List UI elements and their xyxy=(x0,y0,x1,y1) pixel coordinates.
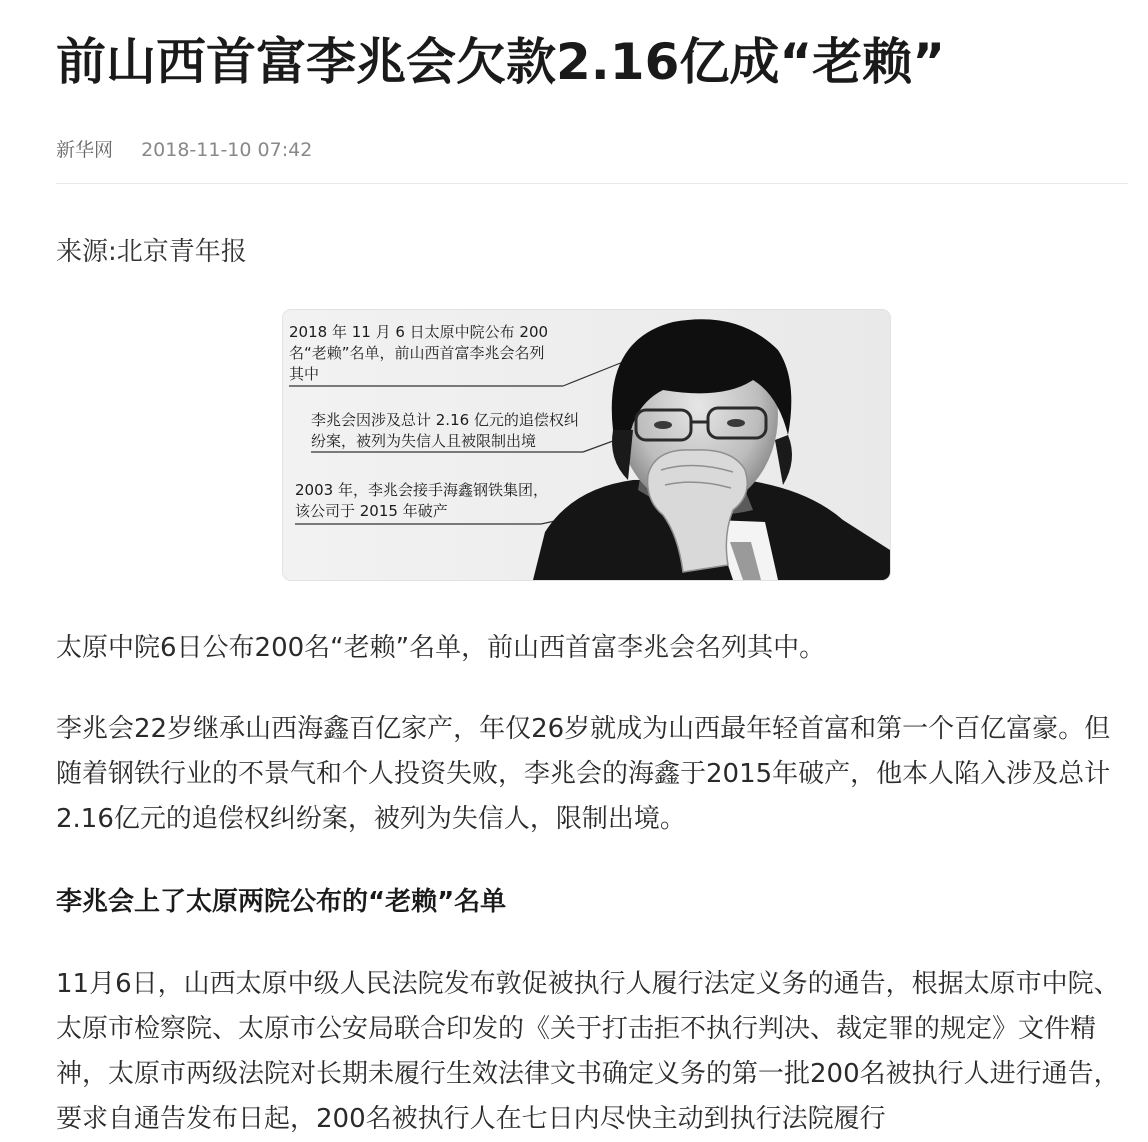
publish-datetime: 2018-11-10 07:42 xyxy=(141,139,313,161)
caption-line: 李兆会因涉及总计 2.16 亿元的追偿权纠 xyxy=(311,411,579,429)
article-image xyxy=(283,310,890,580)
caption-line: 2018 年 11 月 6 日太原中院公布 200 xyxy=(289,323,549,341)
article-title: 前山西首富李兆会欠款2.16亿成“老赖” xyxy=(56,33,946,91)
paragraph-1: 太原中院6日公布200名“老赖”名单，前山西首富李兆会名列其中。 xyxy=(56,633,826,663)
caption-line: 2003 年，李兆会接手海鑫钢铁集团， xyxy=(295,481,548,499)
paragraph-2: 李兆会22岁继承山西海鑫百亿家产，年仅26岁就成为山西最年轻首富和第一个百亿富豪。但随着钢铁行业的不景气和个人投资失败，李兆会的海鑫于2015年破产，他本人陷入涉及总计2.16亿元的追偿权纠纷案，被列为失信人，限制出境。 xyxy=(56,714,1111,834)
caption-block-2 xyxy=(311,410,579,452)
article-meta xyxy=(56,136,312,164)
caption-line: 其中 xyxy=(289,365,320,383)
divider xyxy=(56,183,1128,184)
source-line: 来源:北京青年报 xyxy=(56,237,247,267)
caption-line: 名“老赖”名单，前山西首富李兆会名列 xyxy=(289,344,545,362)
paragraph-3: 11月6日，山西太原中级人民法院发布敦促被执行人履行法定义务的通告，根据太原市中院、太原市检察院、太原市公安局联合印发的《关于打击拒不执行判决、裁定罪的规定》文件精神，太原市两级法院对长期未履行生效法律文书确定义务的第一批200名被执行人进行通告，要求自通告发布日起，200名被执行人在七日内尽快主动到执行法院履行 xyxy=(56,969,1120,1134)
caption-block-1 xyxy=(289,322,548,385)
caption-line: 该公司于 2015 年破产 xyxy=(295,502,448,520)
caption-block-3 xyxy=(295,480,548,522)
source-site[interactable]: 新华网 xyxy=(56,139,114,161)
section-heading: 李兆会上了太原两院公布的“老赖”名单 xyxy=(56,887,507,917)
caption-line: 纷案，被列为失信人且被限制出境 xyxy=(311,432,537,450)
